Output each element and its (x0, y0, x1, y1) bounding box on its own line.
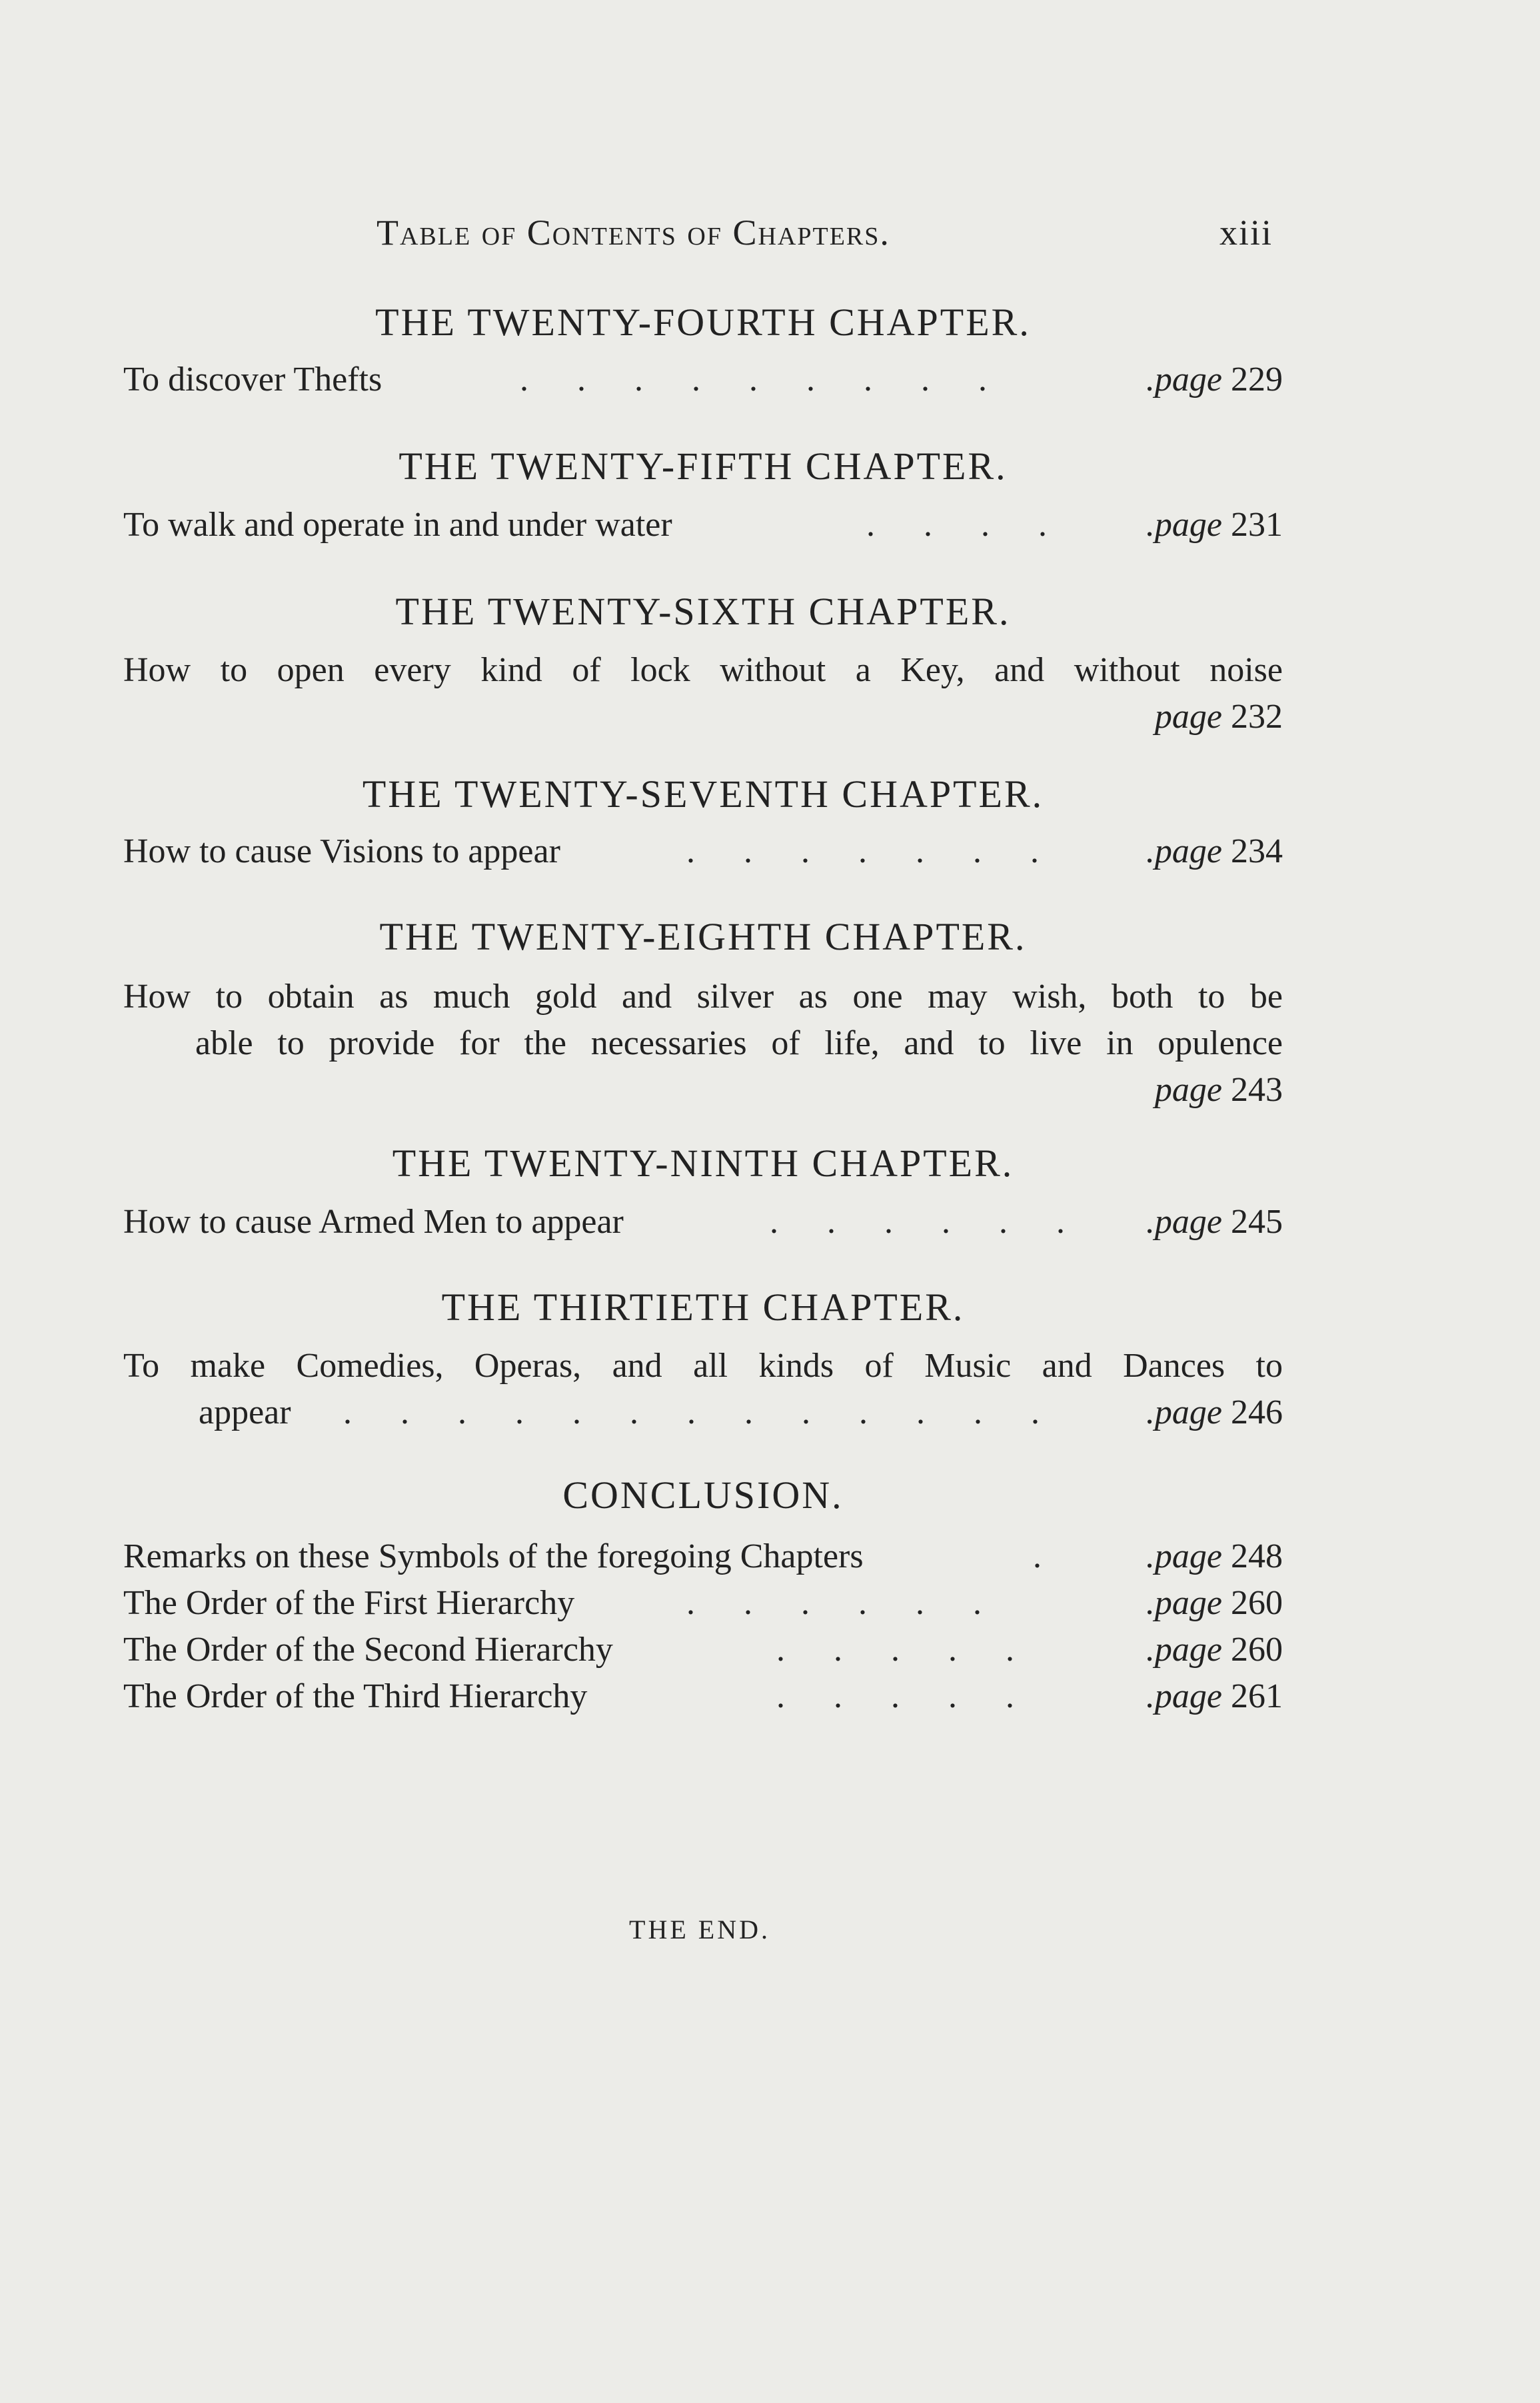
page-word: .page (1146, 832, 1222, 870)
toc-entry (123, 1630, 1283, 1669)
page-reference (1146, 832, 1283, 871)
page-reference (1146, 360, 1283, 399)
page-word: page (1154, 1071, 1222, 1109)
chapter-heading: THE TWENTY-SEVENTH CHAPTER. (362, 772, 1044, 816)
page-word: .page (1146, 1393, 1222, 1431)
page-reference (1155, 1070, 1283, 1110)
leader-dots: . (1033, 1537, 1062, 1575)
page-num: 234 (1231, 832, 1283, 870)
toc-entry: How to open every kind of lock without a Key, and without noise (123, 651, 1283, 689)
page-word: .page (1146, 361, 1222, 399)
page-num: 232 (1231, 698, 1283, 736)
page-num: 229 (1231, 361, 1283, 399)
toc-entry (123, 505, 1283, 544)
leader-dots: . . . . . . (686, 1584, 1002, 1622)
chapter-heading: THE TWENTY-EIGHTH CHAPTER. (379, 915, 1027, 958)
page-reference (1146, 1202, 1283, 1241)
chapter-heading: THE TWENTY-NINTH CHAPTER. (392, 1142, 1014, 1185)
page-num: 261 (1231, 1677, 1283, 1715)
leader-dots: . . . . (866, 506, 1067, 544)
entry-title: How to cause Armed Men to appear (123, 1203, 624, 1241)
chapter-heading: THE TWENTY-SIXTH CHAPTER. (395, 590, 1011, 633)
leader-dots: . . . . . (776, 1677, 1034, 1715)
conclusion-heading: CONCLUSION. (562, 1473, 844, 1517)
page-num: 231 (1231, 506, 1283, 544)
entry-title: The Order of the Second Hierarchy (123, 1631, 613, 1669)
chapter-heading: THE THIRTIETH CHAPTER. (441, 1285, 965, 1329)
page-reference (1146, 505, 1283, 544)
page-reference (1146, 1630, 1283, 1669)
toc-entry (123, 1202, 1283, 1241)
page-reference (1146, 1393, 1283, 1432)
toc-entry: How to obtain as much gold and silver as one may wish, both to be (123, 978, 1283, 1016)
entry-title: Remarks on these Symbols of the foregoing Chapters (123, 1537, 864, 1575)
leader-dots: . . . . . . . . . . . . . (343, 1393, 1060, 1431)
page-num: 243 (1231, 1071, 1283, 1109)
leader-dots: . . . . . . (770, 1203, 1085, 1241)
toc-entry (123, 1677, 1283, 1716)
the-end-label: THE END. (629, 1915, 770, 1945)
page-word: .page (1146, 1631, 1222, 1669)
chapter-heading: THE TWENTY-FIFTH CHAPTER. (398, 444, 1008, 488)
entry-title: The Order of the First Hierarchy (123, 1584, 575, 1622)
entry-title: The Order of the Third Hierarchy (123, 1677, 588, 1715)
entry-title: appear (199, 1393, 291, 1431)
page-num: 246 (1231, 1393, 1283, 1431)
page-word: .page (1146, 1584, 1222, 1622)
page-reference (1146, 1537, 1283, 1576)
page-reference (1146, 1677, 1283, 1716)
page-reference (1155, 697, 1283, 736)
leader-dots: . . . . . (776, 1631, 1034, 1669)
toc-entry (123, 360, 1283, 399)
page-word: page (1154, 698, 1222, 736)
entry-title: To walk and operate in and under water (123, 506, 672, 544)
running-head: Table of Contents of Chapters. (377, 213, 890, 253)
page-word: .page (1146, 1203, 1222, 1241)
entry-title: How to cause Visions to appear (123, 832, 560, 870)
toc-entry (123, 1583, 1283, 1623)
page-num: 245 (1231, 1203, 1283, 1241)
page-number: xiii (1219, 213, 1273, 253)
page-word: .page (1146, 506, 1222, 544)
chapter-heading: THE TWENTY-FOURTH CHAPTER. (375, 301, 1031, 344)
leader-dots: . . . . . . . (686, 832, 1059, 870)
page-word: .page (1146, 1537, 1222, 1575)
page-word: .page (1146, 1677, 1222, 1715)
page-num: 260 (1231, 1584, 1283, 1622)
page-reference (1146, 1583, 1283, 1623)
page-num: 260 (1231, 1631, 1283, 1669)
toc-entry-continuation: able to provide for the necessaries of life, and to live in opulence (195, 1024, 1283, 1062)
toc-entry: To make Comedies, Operas, and all kinds of Music and Dances to (123, 1347, 1283, 1385)
page-num: 248 (1231, 1537, 1283, 1575)
leader-dots: . . . . . . . . . (520, 361, 1007, 399)
toc-entry (123, 1537, 1283, 1576)
toc-entry (123, 832, 1283, 871)
entry-title: To discover Thefts (123, 361, 383, 399)
